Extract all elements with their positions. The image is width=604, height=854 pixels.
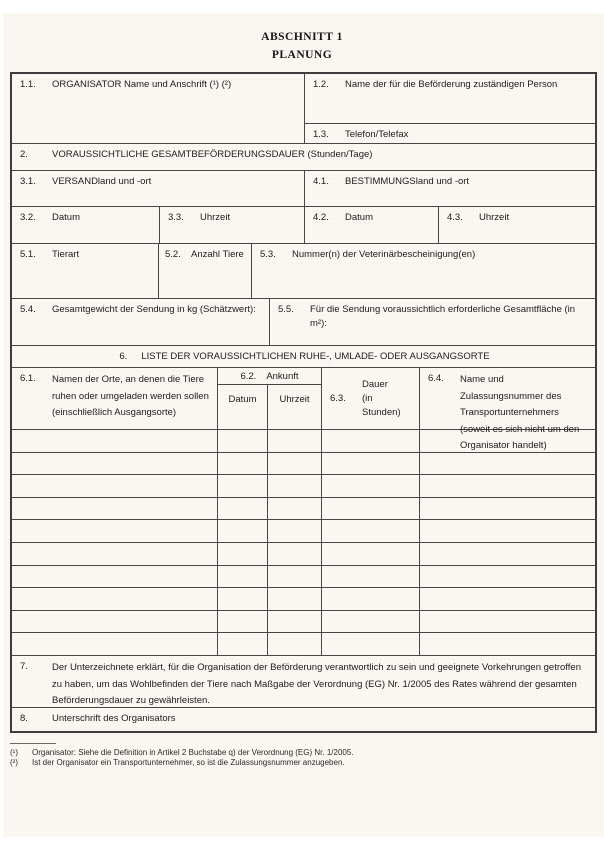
field-number: 4.3. — [447, 212, 463, 223]
table-row — [12, 611, 595, 634]
table-cell — [420, 611, 595, 633]
table-cell — [268, 633, 322, 655]
table-cell — [322, 453, 420, 475]
field-label: Gesamtgewicht der Sendung in kg (Schätzwert): — [52, 304, 256, 315]
table-cell — [268, 588, 322, 610]
field-number: 6. — [119, 351, 128, 362]
field-3-3-uhrzeit — [160, 207, 305, 243]
section-6-header — [12, 346, 595, 368]
table-cell — [322, 633, 420, 655]
header-6-1-orte — [12, 368, 218, 429]
field-number: 4.2. — [313, 212, 329, 223]
field-3-1-versandland — [12, 171, 305, 206]
field-label: LISTE DER VORAUSSICHTLICHEN RUHE-, UMLADE- ODER AUSGANGSORTE — [141, 351, 490, 362]
table-cell — [268, 543, 322, 565]
field-5-3-veterinaerbescheinigung — [252, 244, 595, 298]
table-cell — [322, 543, 420, 565]
table-cell — [322, 566, 420, 588]
table-cell — [218, 520, 268, 542]
table-cell — [218, 498, 268, 520]
table-cell — [12, 430, 218, 452]
field-label: Name und Zulassungsnummer des Transportunternehmers (soweit es sich nicht um den Organisator handelt) — [460, 374, 580, 451]
field-number: 3.2. — [20, 212, 36, 223]
dauer-line2: (in Stunden) — [362, 392, 401, 418]
field-number: 6.3. — [330, 393, 346, 404]
subcolumn-label: Uhrzeit — [279, 394, 310, 405]
table-row — [12, 453, 595, 476]
field-7-erklaerung — [12, 656, 595, 707]
field-number: 2. — [20, 149, 28, 160]
table-cell — [268, 475, 322, 497]
table-cell — [420, 430, 595, 452]
row-declaration — [12, 656, 595, 708]
table-row — [12, 543, 595, 566]
field-label: Nummer(n) der Veterinärbescheinigung(en) — [292, 249, 476, 260]
field-3-2-datum — [12, 207, 160, 243]
field-label: VORAUSSICHTLICHE GESAMTBEFÖRDERUNGSDAUER (Stunden/Tage) — [52, 149, 373, 160]
footnote-2 — [10, 758, 570, 768]
field-number: 1.3. — [313, 129, 329, 140]
field-label: Tierart — [52, 249, 80, 260]
table-cell — [420, 633, 595, 655]
field-label: Der Unterzeichnete erklärt, für die Organisation der Beförderung verantwortlich zu sein und geeignete Vorkehrungen getroffen zu haben, um das Wohlbefinden der Tiere nach Maßgabe der Verordnung (EG) Nr. 1/2005 des Rates während der gesamten Beförderungsdauer zu gewährleisten. — [52, 662, 581, 706]
table-cell — [420, 588, 595, 610]
field-number: 6.1. — [20, 373, 36, 384]
section-title — [0, 28, 604, 64]
footnote-text: Organisator: Siehe die Definition in Artikel 2 Buchstabe q) der Verordnung (EG) Nr. 1/2005. — [32, 748, 354, 757]
row-versand-bestimmung — [12, 171, 595, 207]
field-number: 4.1. — [313, 176, 329, 187]
field-2-gesamtbefoerderungsdauer — [12, 144, 595, 170]
field-number: 3.1. — [20, 176, 36, 187]
row-datum-uhrzeit — [12, 207, 595, 244]
header-6-2-subcolumns — [218, 385, 321, 429]
table-cell — [322, 430, 420, 452]
field-number: 5.2. — [165, 249, 181, 260]
field-label — [362, 378, 413, 420]
row-tierart — [12, 244, 595, 299]
field-number: 5.4. — [20, 304, 36, 315]
table-row — [12, 520, 595, 543]
field-number: 3.3. — [168, 212, 184, 223]
table-cell — [420, 453, 595, 475]
header-uhrzeit — [268, 385, 321, 429]
row-gewicht-flaeche — [12, 299, 595, 346]
field-number: 8. — [20, 713, 28, 724]
field-label: Ankunft — [266, 371, 299, 382]
table-cell — [322, 498, 420, 520]
stops-table-header — [12, 368, 595, 451]
table-cell — [218, 611, 268, 633]
table-cell — [218, 430, 268, 452]
field-number: 5.3. — [260, 249, 276, 260]
row-organisator — [12, 74, 595, 144]
table-row — [12, 475, 595, 498]
header-6-2-ankunft-group — [218, 368, 322, 429]
footnote-separator — [10, 743, 56, 744]
table-cell — [12, 588, 218, 610]
footnote-1 — [10, 748, 570, 758]
field-5-4-gesamtgewicht — [12, 299, 270, 345]
section-title-line2: PLANUNG — [271, 49, 333, 61]
table-row — [12, 566, 595, 589]
table-cell — [268, 453, 322, 475]
table-cell — [420, 520, 595, 542]
row-gesamtbefoerderungsdauer — [12, 144, 595, 171]
footnote-marker: (¹) — [10, 748, 18, 757]
field-label: BESTIMMUNGSland und -ort — [345, 176, 470, 187]
table-row — [12, 430, 595, 453]
table-row — [12, 633, 595, 656]
table-cell — [12, 566, 218, 588]
stops-empty-rows — [12, 430, 595, 656]
table-cell — [420, 498, 595, 520]
field-8-unterschrift — [12, 708, 595, 731]
field-label: ORGANISATOR Name und Anschrift (¹) (²) — [52, 79, 232, 90]
header-6-2-ankunft — [218, 368, 321, 385]
table-cell — [420, 566, 595, 588]
field-number: 5.1. — [20, 249, 36, 260]
field-label: Uhrzeit — [200, 212, 231, 223]
table-cell — [12, 453, 218, 475]
field-5-1-tierart — [12, 244, 159, 298]
field-label: Datum — [52, 212, 80, 223]
field-1-1-organisator — [12, 74, 305, 143]
table-cell — [268, 566, 322, 588]
field-number: 6.4. — [428, 373, 444, 384]
table-cell — [12, 611, 218, 633]
footnote-text: Ist der Organisator ein Transportunternehmer, so ist die Zulassungsnummer anzugeben. — [32, 758, 345, 767]
row-signature — [12, 708, 595, 731]
field-4-3-uhrzeit — [439, 207, 595, 243]
planning-form-table — [10, 72, 597, 733]
field-label: VERSANDland und -ort — [52, 176, 152, 187]
table-cell — [268, 430, 322, 452]
dauer-line1: Dauer — [362, 378, 388, 390]
subcolumn-label: Datum — [228, 394, 257, 405]
header-6-3-dauer — [322, 368, 420, 429]
field-number: 7. — [20, 661, 28, 672]
table-cell — [218, 475, 268, 497]
header-6-4-transportunternehmer — [420, 368, 595, 451]
table-cell — [268, 520, 322, 542]
table-row — [12, 588, 595, 611]
table-cell — [322, 611, 420, 633]
field-5-2-anzahl-tiere — [159, 244, 252, 298]
table-cell — [218, 588, 268, 610]
field-label: Name der für die Beförderung zuständigen Person — [345, 79, 558, 90]
table-cell — [218, 453, 268, 475]
table-cell — [322, 520, 420, 542]
field-number: 1.1. — [20, 79, 36, 90]
field-1-2-zustaendige-person — [305, 74, 595, 124]
field-label: Anzahl Tiere — [191, 249, 244, 260]
field-label: Unterschrift des Organisators — [52, 713, 176, 724]
table-cell — [12, 475, 218, 497]
field-4-2-datum — [305, 207, 439, 243]
field-label: Telefon/Telefax — [345, 129, 409, 140]
field-label: Uhrzeit — [479, 212, 510, 223]
footnote-marker: (²) — [10, 758, 18, 767]
table-cell — [322, 588, 420, 610]
table-cell — [218, 543, 268, 565]
table-cell — [420, 543, 595, 565]
table-cell — [420, 475, 595, 497]
field-number: 5.5. — [278, 304, 294, 315]
field-label: Für die Sendung voraussichtlich erforderliche Gesamtfläche (in m²): — [310, 304, 576, 329]
field-5-5-gesamtflaeche — [270, 299, 595, 345]
table-row — [12, 498, 595, 521]
field-label: Namen der Orte, an denen die Tiere ruhen oder umgeladen werden sollen (einschließlich Ausgangsorte) — [52, 374, 209, 418]
table-cell — [322, 475, 420, 497]
table-cell — [12, 498, 218, 520]
table-cell — [12, 633, 218, 655]
field-label: Datum — [345, 212, 373, 223]
table-cell — [12, 520, 218, 542]
field-number: 1.2. — [313, 79, 329, 90]
table-cell — [218, 566, 268, 588]
table-cell — [268, 611, 322, 633]
table-cell — [218, 633, 268, 655]
field-4-1-bestimmungsland — [305, 171, 595, 206]
table-cell — [12, 543, 218, 565]
field-1-3-telefon-telefax — [305, 124, 595, 143]
header-datum — [218, 385, 268, 429]
field-number: 6.2. — [240, 371, 257, 382]
column-person-telefon — [305, 74, 595, 143]
table-cell — [268, 498, 322, 520]
section-title-line1: ABSCHNITT 1 — [261, 31, 343, 43]
